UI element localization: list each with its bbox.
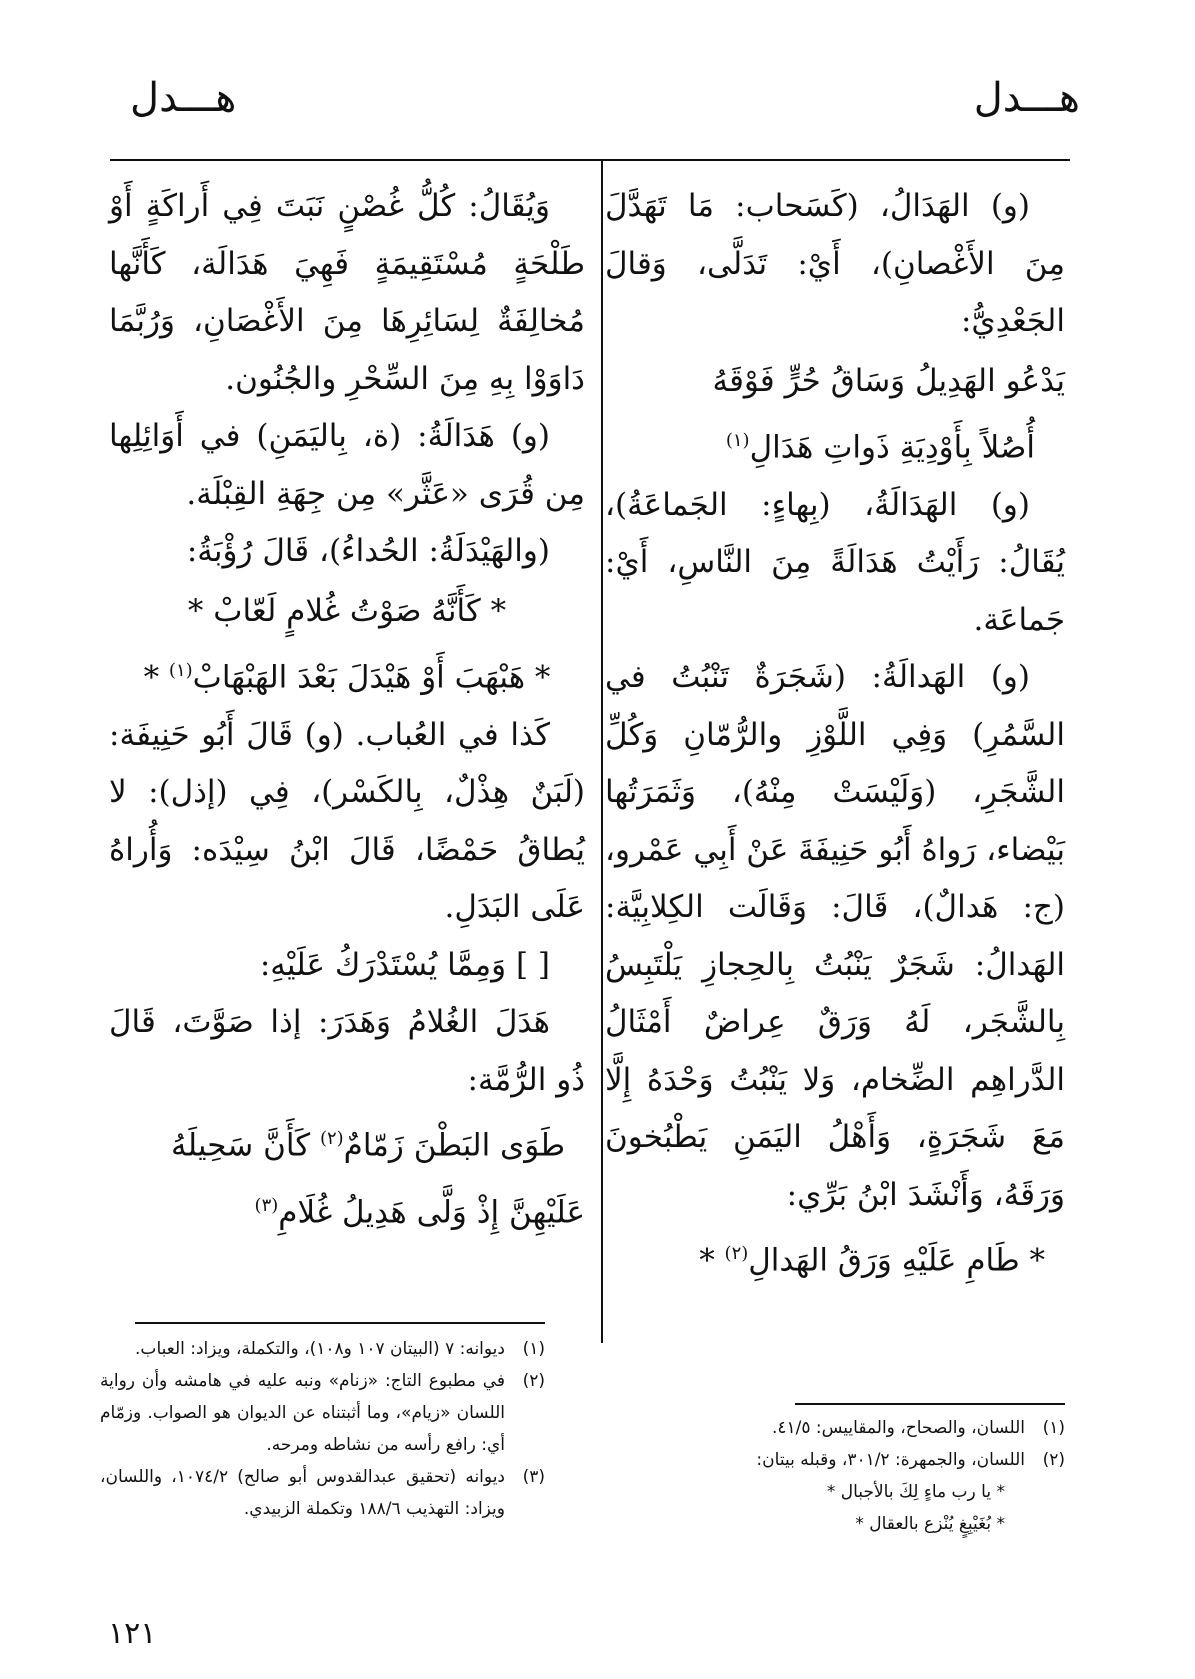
- verse-end: *: [699, 1242, 725, 1279]
- verse-text: * هَبْهَبَ أَوْ هَيْدَلَ بَعْدَ الهَبْهَابْ: [192, 658, 551, 695]
- footnote-ref: (١): [168, 659, 193, 681]
- page-number: ١٢١: [108, 1616, 157, 1651]
- footnote-ref: (٢): [319, 1128, 344, 1150]
- left-column: [109, 178, 585, 1242]
- verse-text: أُصُلاً بِأَوْدِيَةِ ذَواتِ هَدَالِ: [749, 428, 1035, 465]
- entry-hadala-group: (و) الهَدَالَةُ، (بِهاءٍ: الجَماعَةُ)، يُقَالُ: رَأَيْتُ هَدَالَةً مِنَ النَّاسِ، أَيْ: جَماعَة.: [605, 486, 1065, 638]
- footnote-number: (١): [522, 1339, 545, 1359]
- footnotes-right: [605, 1412, 1065, 1540]
- verse-jaadi-second-hemistich: [605, 411, 1065, 477]
- header-rule: [110, 159, 1070, 161]
- right-column: [605, 178, 1065, 1291]
- running-header-left: هـــدل: [130, 75, 237, 121]
- verse-text: طَوَى البَطْنَ زَمّامٌ: [343, 1127, 565, 1164]
- entry-laban-hidhl: كَذا في العُباب. (و) قَالَ أَبُو حَنِيفَة: (لَبَنٌ هِذْلٌ، بِالكَسْر)، فِي (إذل): لا يُطاقُ حَمْضًا، قَالَ ابْنُ سِيْدَه: وَأُراهُ عَلَى البَدَلِ.: [109, 716, 585, 926]
- footnote-number: (٣): [522, 1467, 545, 1487]
- footnote-verse: * يا رب ماءٍ لِكَ بالأجبال *: [826, 1482, 1005, 1502]
- footnote-ref: (٢): [724, 1243, 749, 1265]
- verse-text: * طَامِ عَلَيْهِ وَرَقُ الهَدالِ: [748, 1242, 1045, 1279]
- footnote-ref: (٣): [254, 1194, 279, 1216]
- entry-haydala: (والهَيْدَلَةُ: الحُداءُ)، قَالَ رُؤْبَةُ:: [186, 533, 550, 569]
- verse-end: *: [143, 658, 169, 695]
- entry-hadal: (و) الهَدَالُ، (كَسَحاب: مَا تَهَدَّلَ مِنَ الأَغْصانِ)، أَيْ: تَدَلَّى، وَقالَ الجَعْدِيُّ:: [605, 188, 1065, 339]
- footnote: [100, 1461, 545, 1525]
- verse-jaadi-first-hemistich: يَدْعُو الهَدِيلُ وَسَاقُ حُرٍّ فَوْقَهُ: [712, 362, 1065, 399]
- entry-hadala-village: (و) هَدَالَةُ: (ة، بِاليَمَنِ) في أَوَائِلِها مِن قُرَى «عَثَّر» مِن جِهَةِ القِبْلَة.: [109, 418, 585, 512]
- footnote: [100, 1333, 545, 1365]
- footnotes-left: [100, 1333, 545, 1525]
- mustadrak-heading: [ ] وَمِمَّا يُسْتَدْرَكُ عَلَيْهِ:: [259, 946, 550, 983]
- verse-text: عَلَيْهِنَّ إِذْ وَلَّى هَدِيلُ غُلَامِ: [278, 1193, 585, 1230]
- footnote-rule-right: [795, 1403, 1065, 1405]
- footnote-verse: * بُغَيْبِغٍ يُنْزع بالعقال *: [855, 1514, 1005, 1534]
- footnote-text: اللسان، والجمهرة: ٣٠١/٢، وقبله بيتان:: [756, 1450, 1025, 1470]
- verse-dhu-rumma-second: [109, 1176, 585, 1242]
- footnote-number: (٢): [522, 1371, 545, 1391]
- column-divider: [601, 159, 603, 1343]
- entry-hadala-ghulam: هَدَلَ الغُلامُ وَهَدَرَ: إذا صَوَّتَ، قَالَ ذُو الرُّمَّة:: [109, 1004, 585, 1098]
- entry-hadala-branch: وَيُقَالُ: كُلُّ غُصْنٍ نَبَتَ فِي أَراكَةٍ أَوْ طَلْحَةٍ مُسْتَقِيمَةٍ فَهِيَ هَدَالَة، كَأَنَّها مُخالِفَةٌ لِسَائِرِهَا مِنَ الأَغْصَانِ، وَرُبَّمَا دَاوَوْا بِهِ مِنَ السِّحْرِ والجُنُون.: [109, 188, 585, 397]
- footnote-text: ديوانه: ٧ (البيتان ١٠٧ و١٠٨)، والتكملة، ويزاد: العباب.: [135, 1339, 505, 1359]
- verse-ruba-second: [109, 641, 585, 707]
- footnote: [605, 1444, 1065, 1476]
- footnote: [100, 1365, 545, 1461]
- footnote-text: في مطبوع التاج: «زنام» ونبه عليه في هامشه وأن رواية اللسان «زيام»، وما أثبتناه عن الديوان هو الصواب. وزمّام أي: رافع رأسه من نشاطه ومرحه.: [100, 1371, 505, 1455]
- footnote-rule-left: [135, 1322, 545, 1324]
- entry-hadala-tree: (و) الهَدالَةُ: (شَجَرَةٌ تَنْبُتُ في السَّمُرِ) وَفِي اللَّوْزِ والرُّمّانِ وَكُلِّ الشَّجَرِ، (وَلَيْسَتْ مِنْهُ)، وَثَمَرَتُها بَيْضاء، رَواهُ أَبُو حَنِيفَةَ عَنْ أَبِي عَمْرو، (ج: هَدالٌ)، قَالَ: وَقَالَت الكِلابِيَّة: الهَدالُ: شَجَرٌ يَنْبُتُ بِالحِجازِ يَلْتَبِسُ بِالشَّجَر، لَهُ وَرَقٌ عِراضٌ أَمْثَالُ الدَّراهِم الضِّخام، وَلا يَنْبُتُ وَحْدَهُ إِلَّا مَعَ شَجَرَةٍ، وَأَهْلُ اليَمَنِ يَطْبُخونَ وَرَقَهُ، وَأَنْشَدَ ابْنُ بَرِّي:: [605, 659, 1065, 1213]
- footnote-number: (٢): [1042, 1450, 1065, 1470]
- footnote-text: ديوانه (تحقيق عبدالقدوس أبو صالح) ١٠٧٤/٢، واللسان، ويزاد: التهذيب ١٨٨/٦ وتكملة الزبيدي.: [100, 1467, 505, 1519]
- verse-ruba-first: * كَأَنَّهُ صَوْتُ غُلامٍ لَعّابْ *: [187, 592, 507, 629]
- footnote-text: اللسان، والصحاح، والمقاييس: ٤١/٥.: [771, 1418, 1025, 1438]
- verse-dhu-rumma-first: [109, 1109, 585, 1175]
- running-header-right: هـــدل: [973, 75, 1080, 121]
- footnote: [605, 1412, 1065, 1444]
- verse-ibn-barri: [605, 1224, 1065, 1290]
- footnote-number: (١): [1042, 1418, 1065, 1438]
- verse-text-end: كَأَنَّ سَحِيلَهُ: [171, 1127, 320, 1164]
- footnote-ref: (١): [725, 429, 750, 451]
